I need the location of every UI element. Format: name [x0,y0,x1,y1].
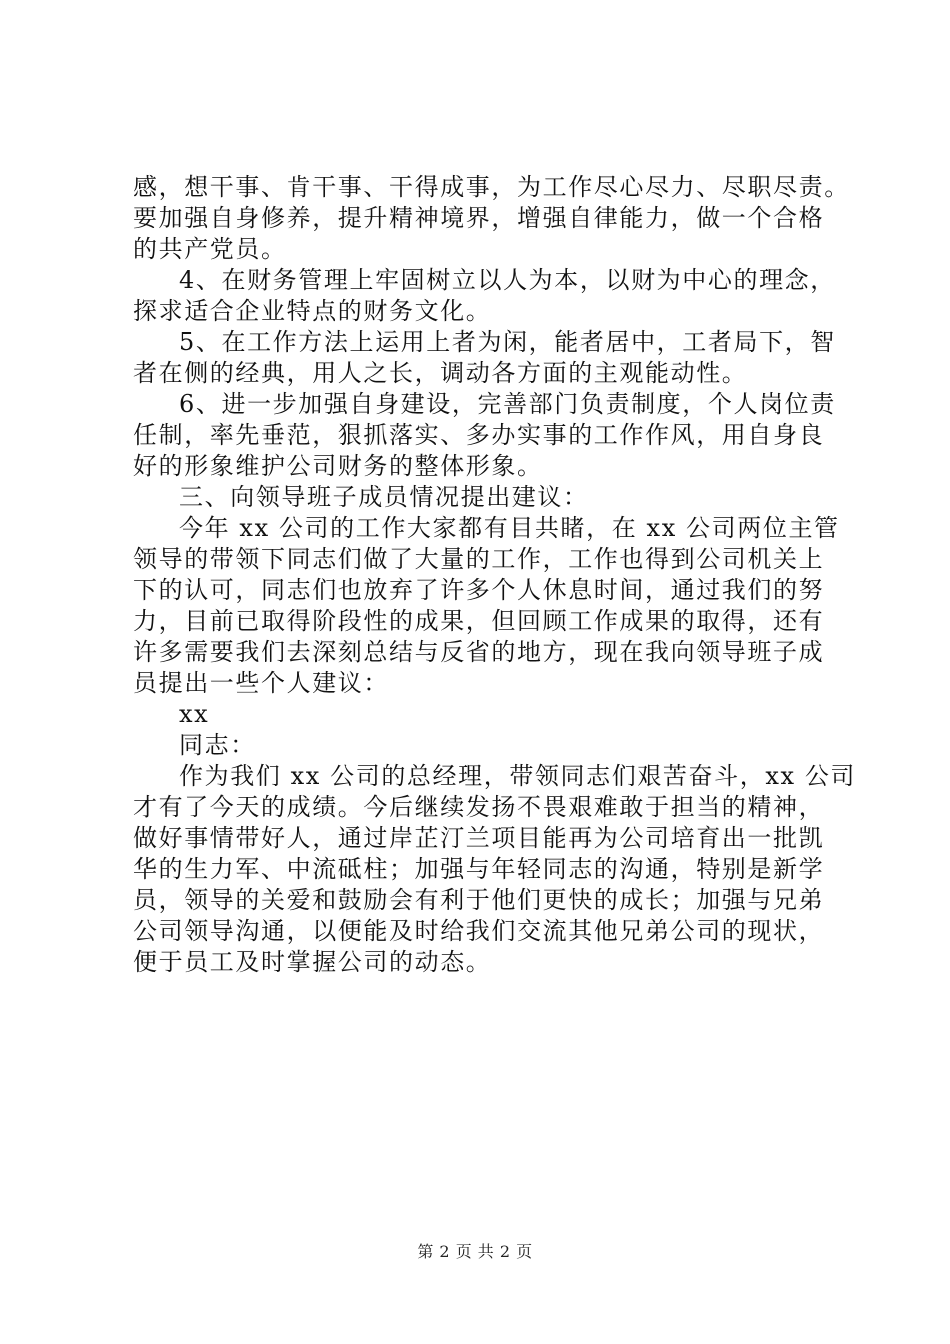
text-line: 同志： [179,731,256,759]
text-line: 下的认可，同志们也放弃了许多个人休息时间，通过我们的努 [133,576,825,604]
text-line: 力，目前已取得阶段性的成果，但回顾工作成果的取得，还有 [133,607,825,635]
text-line: 作为我们 xx 公司的总经理，带领同志们艰苦奋斗，xx 公司 [179,762,857,790]
text-line: 5、在工作方法上运用上者为闲，能者居中，工者局下，智 [179,328,836,356]
text-line: 好的形象维护公司财务的整体形象。 [133,452,543,480]
text-line: 感，想干事、肯干事、干得成事，为工作尽心尽力、尽职尽责。 [133,173,850,201]
text-line: 者在侧的经典，用人之长，调动各方面的主观能动性。 [133,359,748,387]
text-line: 公司领导沟通，以便能及时给我们交流其他兄弟公司的现状， [133,917,825,945]
text-line: 许多需要我们去深刻总结与反省的地方，现在我向领导班子成 [133,638,825,666]
text-line: 任制，率先垂范，狠抓落实、多办实事的工作作风，用自身良 [133,421,825,449]
text-line: 员提出一些个人建议： [133,669,389,697]
page-number: 第 2 页 共 2 页 [417,1242,533,1261]
text-line: 4、在财务管理上牢固树立以人为本，以财为中心的理念， [179,266,836,294]
text-line: xx [179,700,210,728]
text-line: 的共产党员。 [133,235,287,263]
text-line: 今年 xx 公司的工作大家都有目共睹，在 xx 公司两位主管 [179,514,840,542]
text-line: 才有了今天的成绩。今后继续发扬不畏艰难敢于担当的精神， [133,793,825,821]
document-body [133,172,857,978]
text-line: 6、进一步加强自身建设，完善部门负责制度，个人岗位责 [179,390,836,418]
text-line: 要加强自身修养，提升精神境界，增强自律能力，做一个合格 [133,204,825,232]
text-line: 便于员工及时掌握公司的动态。 [133,948,492,976]
text-line: 探求适合企业特点的财务文化。 [133,297,492,325]
text-line: 做好事情带好人，通过岸芷汀兰项目能再为公司培育出一批凯 [133,824,825,852]
page-footer [0,1242,950,1262]
text-line: 华的生力军、中流砥柱；加强与年轻同志的沟通，特别是新学 [133,855,825,883]
text-line: 领导的带领下同志们做了大量的工作，工作也得到公司机关上 [133,545,825,573]
section-heading: 三、向领导班子成员情况提出建议： [179,483,589,511]
text-line: 员，领导的关爱和鼓励会有利于他们更快的成长；加强与兄弟 [133,886,825,914]
